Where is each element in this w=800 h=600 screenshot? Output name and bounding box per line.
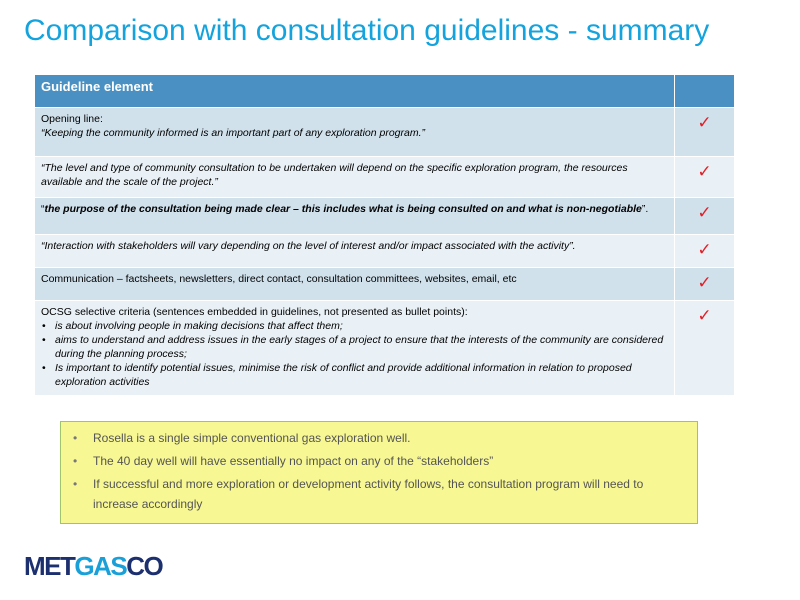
table-row [35,235,735,268]
guideline-cell [35,198,675,235]
metgasco-logo [24,551,162,582]
table-row [35,268,735,301]
check-cell [675,198,735,235]
page-title: Comparison with consultation guidelines - summary [24,14,710,47]
cell-quote: “Keeping the community informed is an important part of any exploration program.” [41,127,426,139]
guideline-table [34,74,735,396]
guideline-cell [35,108,675,157]
list-item: • is about involving people in making decisions that affect them; [55,319,668,333]
close-quote: ”. [641,203,649,215]
logo-part-co: CO [126,551,163,581]
column-header-guideline: Guideline element [35,75,675,108]
table-header-row [35,75,735,108]
check-cell [675,301,735,396]
check-mark-icon: ✓ [697,203,712,222]
check-mark-icon: ✓ [697,273,712,292]
cell-text: Communication – factsheets, newsletters, direct contact, consultation committees, websites, email, etc [41,273,517,285]
summary-box [60,421,698,524]
check-mark-icon: ✓ [697,306,712,325]
list-item: • aims to understand and address issues in the early stages of a project to ensure that the interests of the community are considered during the planning process; [55,333,668,361]
list-item: • Is important to identify potential issues, minimise the risk of conflict and provide additional information in relation to proposed exploration activities [55,361,668,389]
open-quote: “ [41,203,45,215]
guideline-cell [35,301,675,396]
check-cell [675,157,735,198]
cell-quote: “The level and type of community consultation to be undertaken will depend on the specific exploration program, the resources available and the scale of the project.” [41,162,628,188]
criteria-list [41,319,668,389]
column-header-check [675,75,735,108]
check-mark-icon: ✓ [697,240,712,259]
check-cell [675,108,735,157]
check-mark-icon: ✓ [697,113,712,132]
cell-text: Opening line: [41,113,103,125]
logo-part-met: MET [24,551,75,581]
check-cell [675,268,735,301]
cell-text: OCSG selective criteria (sentences embedded in guidelines, not presented as bullet points): [41,306,468,318]
list-item: • The 40 day well will have essentially no impact on any of the “stakeholders” [73,451,687,471]
cell-quote-bold: the purpose of the consultation being made clear – this includes what is being consulted on and what is non-negotiable [44,203,642,215]
list-item: • If successful and more exploration or development activity follows, the consultation program will need to increase accordingly [73,474,687,514]
guideline-cell [35,268,675,301]
guideline-cell [35,157,675,198]
table-row [35,301,735,396]
logo-part-gas: GAS [74,551,127,581]
guideline-cell [35,235,675,268]
check-cell [675,235,735,268]
summary-list [73,428,687,514]
cell-quote: “Interaction with stakeholders will vary depending on the level of interest and/or impact associated with the activity”. [41,240,576,252]
table-row [35,198,735,235]
table-row [35,157,735,198]
table-row [35,108,735,157]
check-mark-icon: ✓ [697,162,712,181]
list-item: • Rosella is a single simple conventional gas exploration well. [73,428,687,448]
